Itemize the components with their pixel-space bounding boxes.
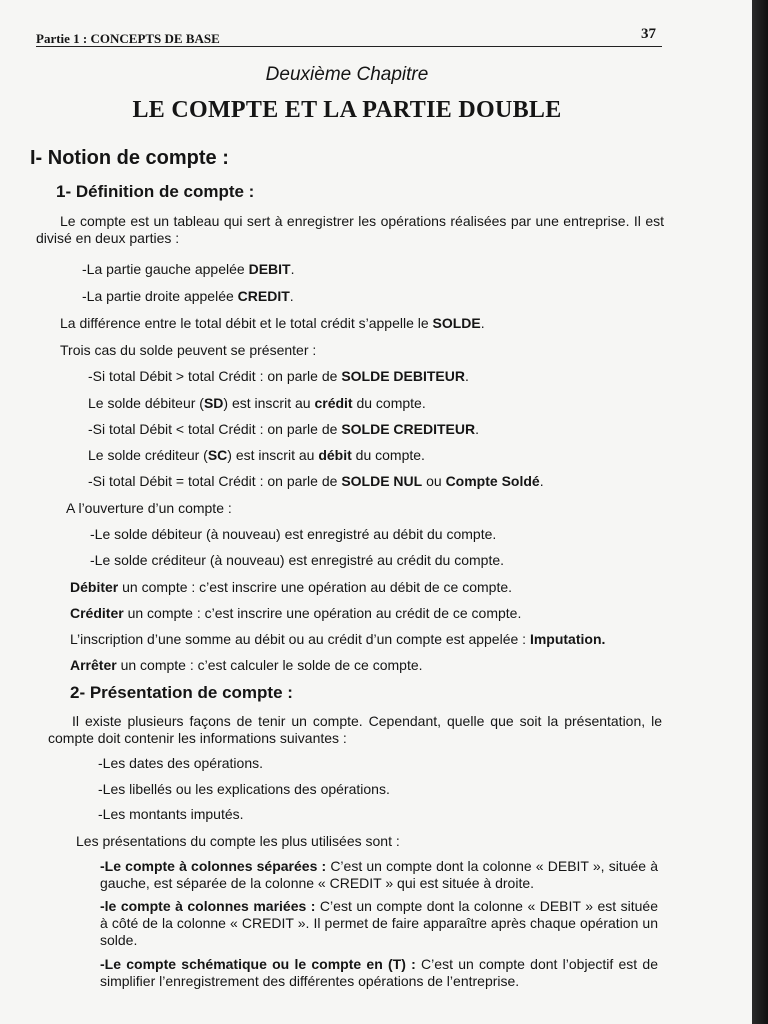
bold-term: SOLDE (432, 315, 481, 331)
sc-note (88, 447, 425, 463)
case-nul (88, 473, 544, 489)
text-run: C’est un compte dont la colonne « DEBIT » est située à côté de la colonne « CREDIT ». Il permet de faire apparaître après chaque opération un solde. (100, 898, 659, 948)
left-part-item (82, 261, 294, 277)
text-run: C’est un compte dont la colonne « DEBIT », située à gauche, est séparée de la colonne « CREDIT » qui est située à droite. (100, 858, 658, 891)
imputation-definition (70, 631, 605, 647)
page-number: 37 (641, 26, 656, 42)
bold-term: SC (207, 447, 228, 463)
opening-intro: A l’ouverture d’un compte : (66, 500, 232, 516)
separated-columns-item (100, 858, 658, 892)
text-run: -Si total Débit < total Crédit : on parle de (88, 421, 342, 437)
definition-paragraph: Le compte est un tableau qui sert à enregistrer les opérations réalisées par une entreprise. Il est divisé en deux parties : (36, 213, 664, 246)
bold-term: Créditer (70, 605, 124, 621)
presentation-paragraph: Il existe plusieurs façons de tenir un compte. Cependant, quelle que soit la présentation, le compte doit contenir les informations suivantes : (48, 713, 662, 746)
text-run: un compte : c’est calculer le solde de ce compte. (116, 657, 423, 673)
bold-term: DEBIT (248, 261, 291, 277)
text-run: -Si total Débit > total Crédit : on parle de (88, 368, 342, 384)
debiter-definition (70, 579, 512, 595)
text-run: La différence entre le total débit et le total crédit s’appelle le (60, 315, 433, 331)
text-run: . (539, 473, 544, 489)
bold-term: Débiter (70, 579, 119, 595)
text-run: . (475, 421, 479, 437)
chapter-title: LE COMPTE ET LA PARTIE DOUBLE (132, 97, 562, 123)
bold-term: débit (318, 447, 352, 463)
crediter-definition (70, 605, 521, 621)
opening-debit: -Le solde débiteur (à nouveau) est enregistré au débit du compte. (90, 526, 497, 542)
presentation-heading: 2- Présentation de compte : (70, 683, 293, 702)
definition-heading: 1- Définition de compte : (56, 182, 255, 201)
text-run: un compte : c’est inscrire une opération au crédit de ce compte. (123, 605, 522, 621)
text-run: . (465, 368, 469, 384)
section-heading: I- Notion de compte : (30, 147, 229, 169)
scan-edge (752, 0, 768, 1024)
text-run: ou (422, 473, 446, 489)
text-run: un compte : c’est inscrire une opération au débit de ce compte. (118, 579, 513, 595)
bold-term: CREDIT (237, 288, 290, 304)
arreter-definition (70, 657, 423, 673)
bold-term: SOLDE DEBITEUR (341, 368, 465, 384)
solde-definition (60, 315, 485, 331)
case-credit (88, 421, 479, 437)
opening-credit: -Le solde créditeur (à nouveau) est enregistré au crédit du compte. (90, 552, 505, 568)
info-item: -Les montants imputés. (98, 806, 244, 822)
text-run: . (289, 288, 294, 304)
bold-term: SOLDE CREDITEUR (341, 421, 476, 437)
case-debit (88, 368, 469, 384)
part-label: Partie 1 : CONCEPTS DE BASE (36, 31, 220, 46)
text-run: . (290, 261, 295, 277)
info-item: -Les libellés ou les explications des opérations. (98, 781, 390, 797)
text-run: -Si total Débit = total Crédit : on parle de (88, 473, 342, 489)
bold-term: Imputation. (529, 631, 606, 647)
three-cases-intro: Trois cas du solde peuvent se présenter : (60, 342, 317, 358)
text-run: ) est inscrit au (223, 395, 315, 411)
chapter-label: Deuxième Chapitre (265, 64, 429, 85)
bold-term: Arrêter (70, 657, 117, 673)
text-run: ) est inscrit au (227, 447, 319, 463)
info-item: -Les dates des opérations. (98, 755, 263, 771)
sd-note (88, 395, 426, 411)
most-used-intro: Les présentations du compte les plus utilisées sont : (76, 833, 400, 849)
running-header (36, 28, 662, 47)
bold-term: -le compte à colonnes mariées : (100, 898, 316, 914)
text-run: Le solde créditeur ( (88, 447, 208, 463)
text-run: du compte. (351, 447, 425, 463)
bold-term: crédit (314, 395, 353, 411)
bold-term: SOLDE NUL (341, 473, 423, 489)
text-run: C’est un compte dont l’objectif est de simplifier l’enregistrement des différentes opérations de l’entreprise. (100, 956, 659, 989)
text-run: Le solde débiteur ( (88, 395, 204, 411)
text-run: -La partie gauche appelée (82, 261, 249, 277)
right-part-item (82, 288, 294, 304)
text-run: L’inscription d’une somme au débit ou au crédit d’un compte est appelée : (70, 631, 530, 647)
bold-term: Compte Soldé (445, 473, 540, 489)
text-run: -La partie droite appelée (82, 288, 238, 304)
bold-term: SD (203, 395, 224, 411)
bold-term: -Le compte à colonnes séparées : (100, 858, 327, 874)
t-account-item (100, 956, 658, 990)
text-run: du compte. (352, 395, 426, 411)
bold-term: -Le compte schématique ou le compte en (T) : (100, 956, 416, 972)
married-columns-item (100, 898, 658, 949)
text-run: . (480, 315, 485, 331)
